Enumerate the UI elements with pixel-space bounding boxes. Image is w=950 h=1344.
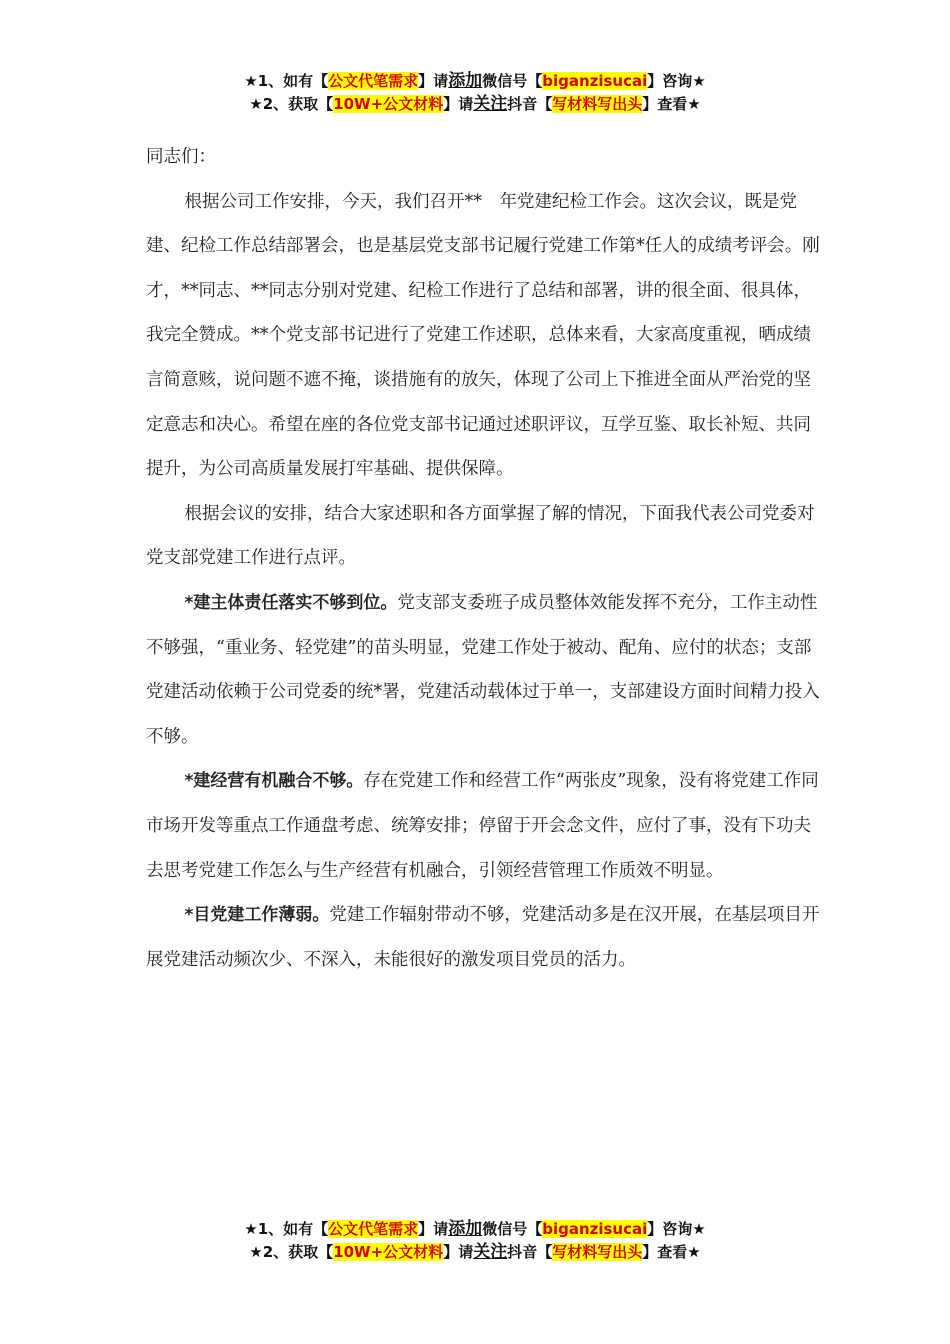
item-body: 存在党建工作和经营工作“两张皮”现象，没有将党建工作同市场开发等重点工作通盘考虑、统筹安排；停留于开会念文件，应付了事，没有下功夫去思考党建工作怎么与生产经营有机融合，引领经营管理工作质效不明显。 bbox=[146, 771, 819, 881]
header-banner bbox=[0, 70, 950, 116]
item-responsibility bbox=[146, 581, 826, 759]
item-heading: *建主体责任落实不够到位。 bbox=[184, 592, 398, 613]
highlight-materials: 10W+公文材料 bbox=[333, 1243, 444, 1261]
item-body: 党支部支委班子成员整体效能发挥不充分，工作主动性不够强，“重业务、轻党建”的苗头明显，党建工作处于被动、配角、应付的状态；支部党建活动依赖于公司党委的统*署，党建活动载体过于单一，支部建设方面时间精力投入不够。 bbox=[146, 592, 820, 747]
footer-banner bbox=[0, 1218, 950, 1264]
star-icon: ★ bbox=[249, 95, 263, 113]
star-icon: ★ bbox=[249, 1243, 263, 1261]
highlight-douyin: 写材料写出头 bbox=[552, 95, 643, 113]
highlight-wechat-id: biganzisucai bbox=[542, 72, 648, 90]
star-icon: ★ bbox=[692, 1220, 706, 1238]
highlight-service: 公文代笔需求 bbox=[328, 1220, 419, 1238]
star-icon: ★ bbox=[244, 1220, 258, 1238]
item-project bbox=[146, 893, 826, 982]
paragraph-transition: 根据会议的安排，结合大家述职和各方面掌握了解的情况，下面我代表公司党委对党支部党建工作进行点评。 bbox=[146, 503, 815, 569]
star-icon: ★ bbox=[687, 95, 701, 113]
document-body bbox=[146, 135, 826, 982]
highlight-materials: 10W+公文材料 bbox=[333, 95, 444, 113]
star-icon: ★ bbox=[244, 72, 258, 90]
star-icon: ★ bbox=[692, 72, 706, 90]
banner-line-2: ★2、获取【10W+公文材料】请关注抖音【写材料写出头】查看★ bbox=[249, 1242, 701, 1262]
item-heading: *建经营有机融合不够。 bbox=[184, 771, 364, 792]
highlight-service: 公文代笔需求 bbox=[328, 72, 419, 90]
banner-line-1: ★1、如有【公文代笔需求】请添加微信号【biganzisucai】咨询★ bbox=[244, 71, 706, 91]
salutation: 同志们： bbox=[146, 147, 216, 167]
item-body: 党建工作辐射带动不够，党建活动多是在汉开展，在基层项目开展党建活动频次少、不深入，未能很好的激发项目党员的活力。 bbox=[146, 905, 820, 970]
item-heading: *目党建工作薄弱。 bbox=[184, 905, 330, 926]
highlight-wechat-id: biganzisucai bbox=[542, 1220, 648, 1238]
item-integration bbox=[146, 759, 826, 893]
highlight-douyin: 写材料写出头 bbox=[552, 1243, 643, 1261]
banner-line-1: ★1、如有【公文代笔需求】请添加微信号【biganzisucai】咨询★ bbox=[244, 1219, 706, 1239]
paragraph-intro: 根据公司工作安排，今天，我们召开** 年党建纪检工作会。这次会议，既是党建、纪检工作总结部署会，也是基层党支部书记履行党建工作第*任人的成绩考评会。刚才，**同志、**同志分别对党建、纪检工作进行了总结和部署，讲的很全面、很具体，我完全赞成。**个党支部书记进行了党建工作述职，总体来看，大家高度重视，晒成绩言简意赅，说问题不遮不掩，谈措施有的放矢，体现了公司上下推进全面从严治党的坚定意志和决心。希望在座的各位党支部书记通过述职评议，互学互鉴、取长补短、共同提升，为公司高质量发展打牢基础、提供保障。 bbox=[146, 191, 820, 480]
star-icon: ★ bbox=[687, 1243, 701, 1261]
banner-line-2: ★2、获取【10W+公文材料】请关注抖音【写材料写出头】查看★ bbox=[249, 94, 701, 114]
